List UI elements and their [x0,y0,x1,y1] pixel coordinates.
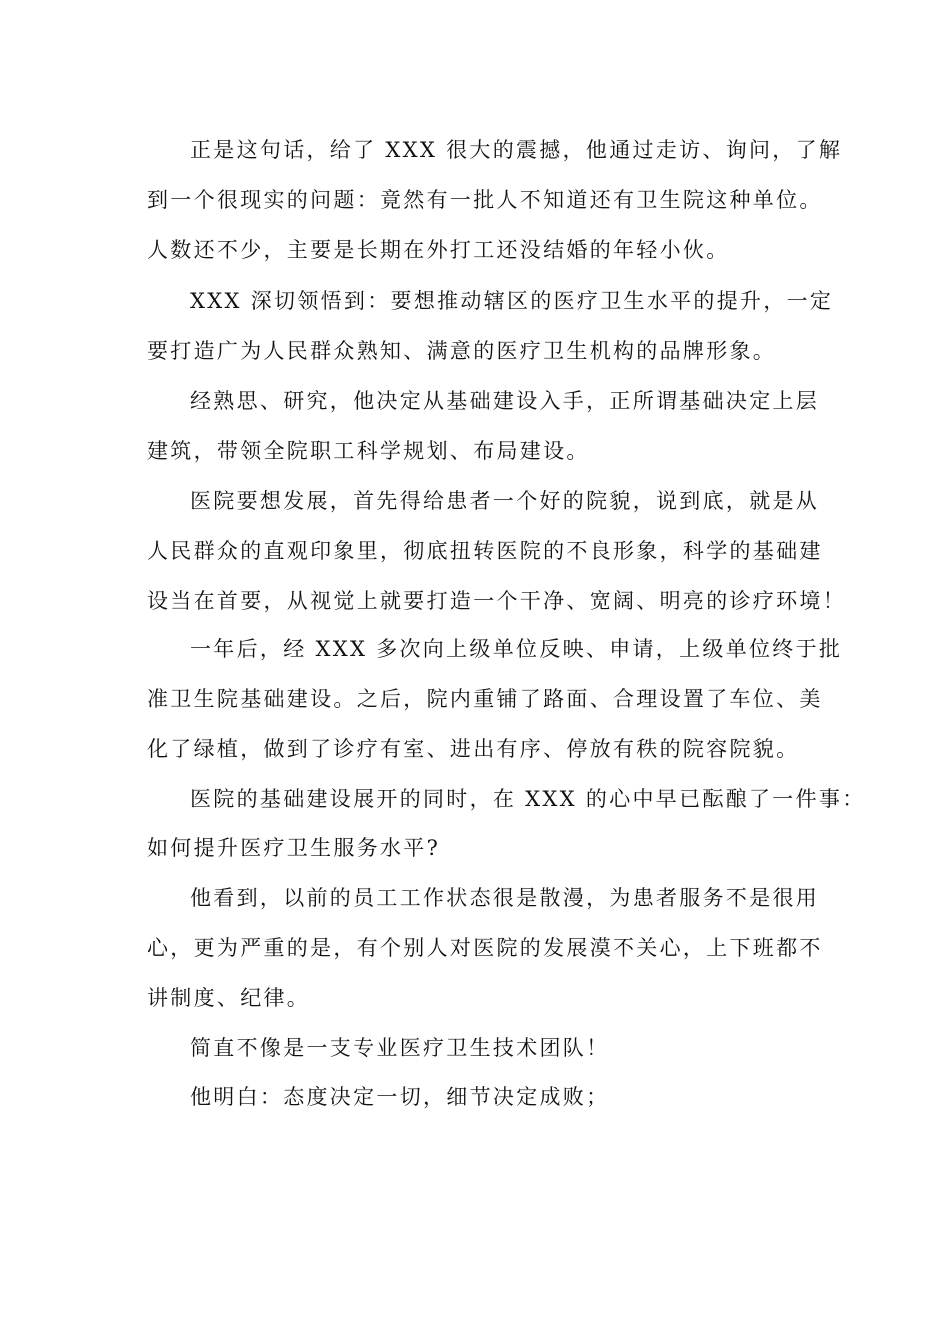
text-line: 他看到，以前的员工工作状态很是散漫，为患者服务不是很用 [190,886,820,910]
text-line: 准卫生院基础建设。之后，院内重铺了路面、合理设置了车位、美 [147,687,823,711]
text-line: 讲制度、纪律。 [147,986,311,1010]
text-line: 人民群众的直观印象里，彻底扭转医院的不良形象，科学的基础建 [147,539,823,563]
text-line: 经熟思、研究，他决定从基础建设入手，正所谓基础决定上层 [190,389,820,413]
text-line: 一年后，经 XXX 多次向上级单位反映、申请，上级单位终于批 [190,637,843,661]
text-line: 正是这句话，给了 XXX 很大的震撼，他通过走访、询问，了解 [190,138,843,162]
text-line: 医院要想发展，首先得给患者一个好的院貌，说到底，就是从 [190,489,820,513]
text-line: 简直不像是一支专业医疗卫生技术团队！ [190,1036,610,1060]
text-line: 他明白：态度决定一切，细节决定成败； [190,1085,610,1109]
text-line: 化了绿植，做到了诊疗有室、进出有序、停放有秩的院容院貌。 [147,737,800,761]
text-line: 建筑，带领全院职工科学规划、布局建设。 [147,439,590,463]
text-line: 医院的基础建设展开的同时，在 XXX 的心中早已酝酿了一件事： [190,787,866,811]
text-line: 人数还不少，主要是长期在外打工还没结婚的年轻小伙。 [147,238,730,262]
text-line: 设当在首要，从视觉上就要打造一个干净、宽阔、明亮的诊疗环境！ [147,589,846,613]
text-line: 心，更为严重的是，有个别人对医院的发展漠不关心，上下班都不 [147,936,823,960]
text-line: 到一个很现实的问题：竟然有一批人不知道还有卫生院这种单位。 [147,188,823,212]
text-line: XXX 深切领悟到：要想推动辖区的医疗卫生水平的提升，一定 [190,289,834,313]
text-line: 要打造广为人民群众熟知、满意的医疗卫生机构的品牌形象。 [147,339,777,363]
text-line: 如何提升医疗卫生服务水平? [147,836,441,860]
